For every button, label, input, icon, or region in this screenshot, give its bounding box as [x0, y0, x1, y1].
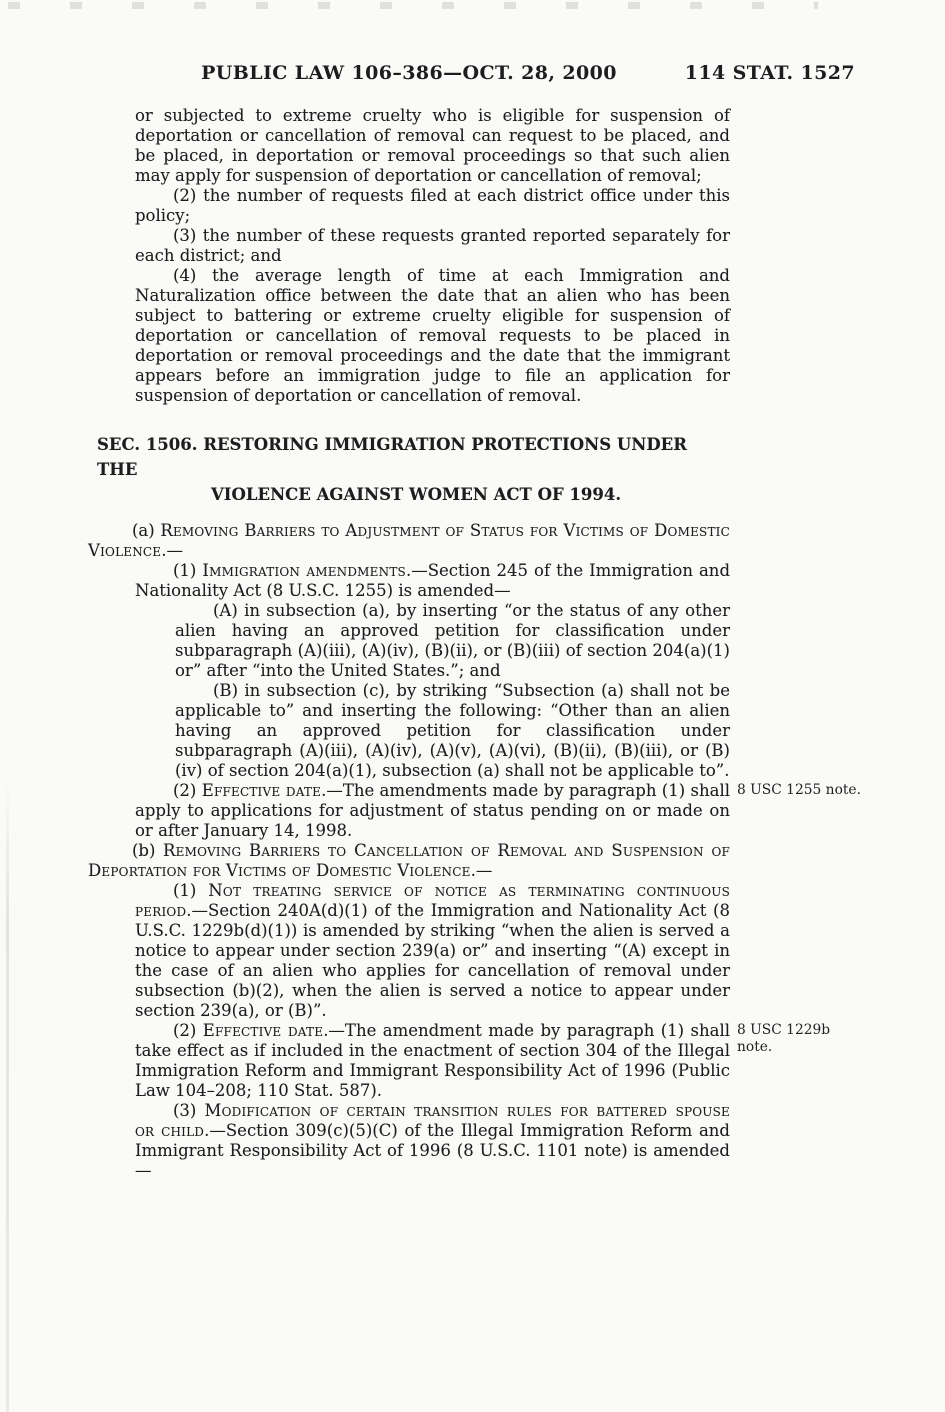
paragraph-continuation: or subjected to extreme cruelty who is eligible for suspension of deportation or cancellation of removal can request to be placed, and be placed, in deportation or removal proceedings so that such alien may apply for suspension of deportation or cancellation of removal; [135, 106, 730, 185]
running-header [88, 62, 730, 84]
section-heading-line-1: SEC. 1506. RESTORING IMMIGRATION PROTECTIONS UNDER THE [97, 435, 687, 479]
statute-page-number: 114 STAT. 1527 [684, 62, 855, 84]
paragraph-b-2-effective-date: 8 USC 1229b note. (2) Effective date.—The amendment made by paragraph (1) shall take effect as if included in the enactment of section 304 of the Illegal Immigration Reform and Immigrant Responsibility Act of 1996 (Public Law 104–208; 110 Stat. 587). [135, 1021, 730, 1101]
section-heading [97, 432, 730, 507]
margin-note-line: 8 USC 1229b [737, 1022, 831, 1038]
margin-note-8-usc-1255 [737, 782, 869, 799]
paragraph-subsection-b: (b) Removing Barriers to Cancellation of Removal and Suspension of Deportation for Victims of Domestic Violence.— [88, 841, 731, 880]
statute-body [88, 106, 861, 1181]
scan-left-edge [6, 0, 9, 1412]
scan-top-marks [8, 2, 818, 9]
margin-note-line: 8 USC 1255 note. [737, 782, 861, 798]
paragraph-b-3-modification: (3) Modification of certain transition rules for battered spouse or child.—Section 309(c)(5)(C) of the Illegal Immigration Reform and Immigrant Responsibility Act of 1996 (8 U.S.C. 1101 note) is amended— [135, 1101, 730, 1180]
margin-note-8-usc-1229b [737, 1022, 869, 1056]
paragraph-subsection-a: (a) Removing Barriers to Adjustment of Status for Victims of Domestic Violence.— [88, 521, 730, 560]
paragraph-clause-2: (2) the number of requests filed at each district office under this policy; [135, 186, 730, 225]
paragraph-a-1-B: (B) in subsection (c), by striking “Subsection (a) shall not be applicable to” and inserting the following: “Other than an alien having an approved petition for classification under subparagraph (A)(iii), (A)(iv), (A)(v), (A)(vi), (B)(ii), (B)(iii), or (B)(iv) of section 204(a)(1), subsection (a) shall not be applicable to”. [175, 681, 730, 780]
public-law-title: PUBLIC LAW 106–386—OCT. 28, 2000 [201, 62, 617, 84]
paragraph-a-1: (1) Immigration amendments.—Section 245 of the Immigration and Nationality Act (8 U.S.C. 1255) is amended— [135, 561, 731, 600]
paragraph-b-1: (1) Not treating service of notice as terminating continuous period.—Section 240A(d)(1) of the Immigration and Nationality Act (8 U.S.C. 1229b(d)(1)) is amended by striking “when the alien is served a notice to appear under section 239(a) or” and inserting “(A) except in the case of an alien who applies for cancellation of removal under subsection (b)(2), when the alien is served a notice to appear under section 239(a), or (B)”. [135, 881, 730, 1020]
section-heading-line-2: VIOLENCE AGAINST WOMEN ACT OF 1994. [211, 485, 622, 504]
paragraph-a-2-effective-date: 8 USC 1255 note. (2) Effective date.—The amendments made by paragraph (1) shall apply to applications for adjustment of status pending on or made on or after January 14, 1998. [135, 781, 730, 841]
margin-note-line: note. [737, 1039, 773, 1055]
paragraph-clause-4: (4) the average length of time at each Immigration and Naturalization office between the date that an alien who has been subject to battering or extreme cruelty eligible for suspension of deportation or cancellation of removal requests to be placed in deportation or removal proceedings and the date that the immigrant appears before an immigration judge to file an application for suspension of deportation or cancellation of removal. [135, 266, 730, 405]
paragraph-a-1-A: (A) in subsection (a), by inserting “or the status of any other alien having an approved petition for classification under subparagraph (A)(iii), (A)(iv), (B)(ii), or (B)(iii) of section 204(a)(1) or” after “into the United States.”; and [175, 601, 730, 680]
paragraph-clause-3: (3) the number of these requests granted reported separately for each district; and [135, 226, 730, 265]
